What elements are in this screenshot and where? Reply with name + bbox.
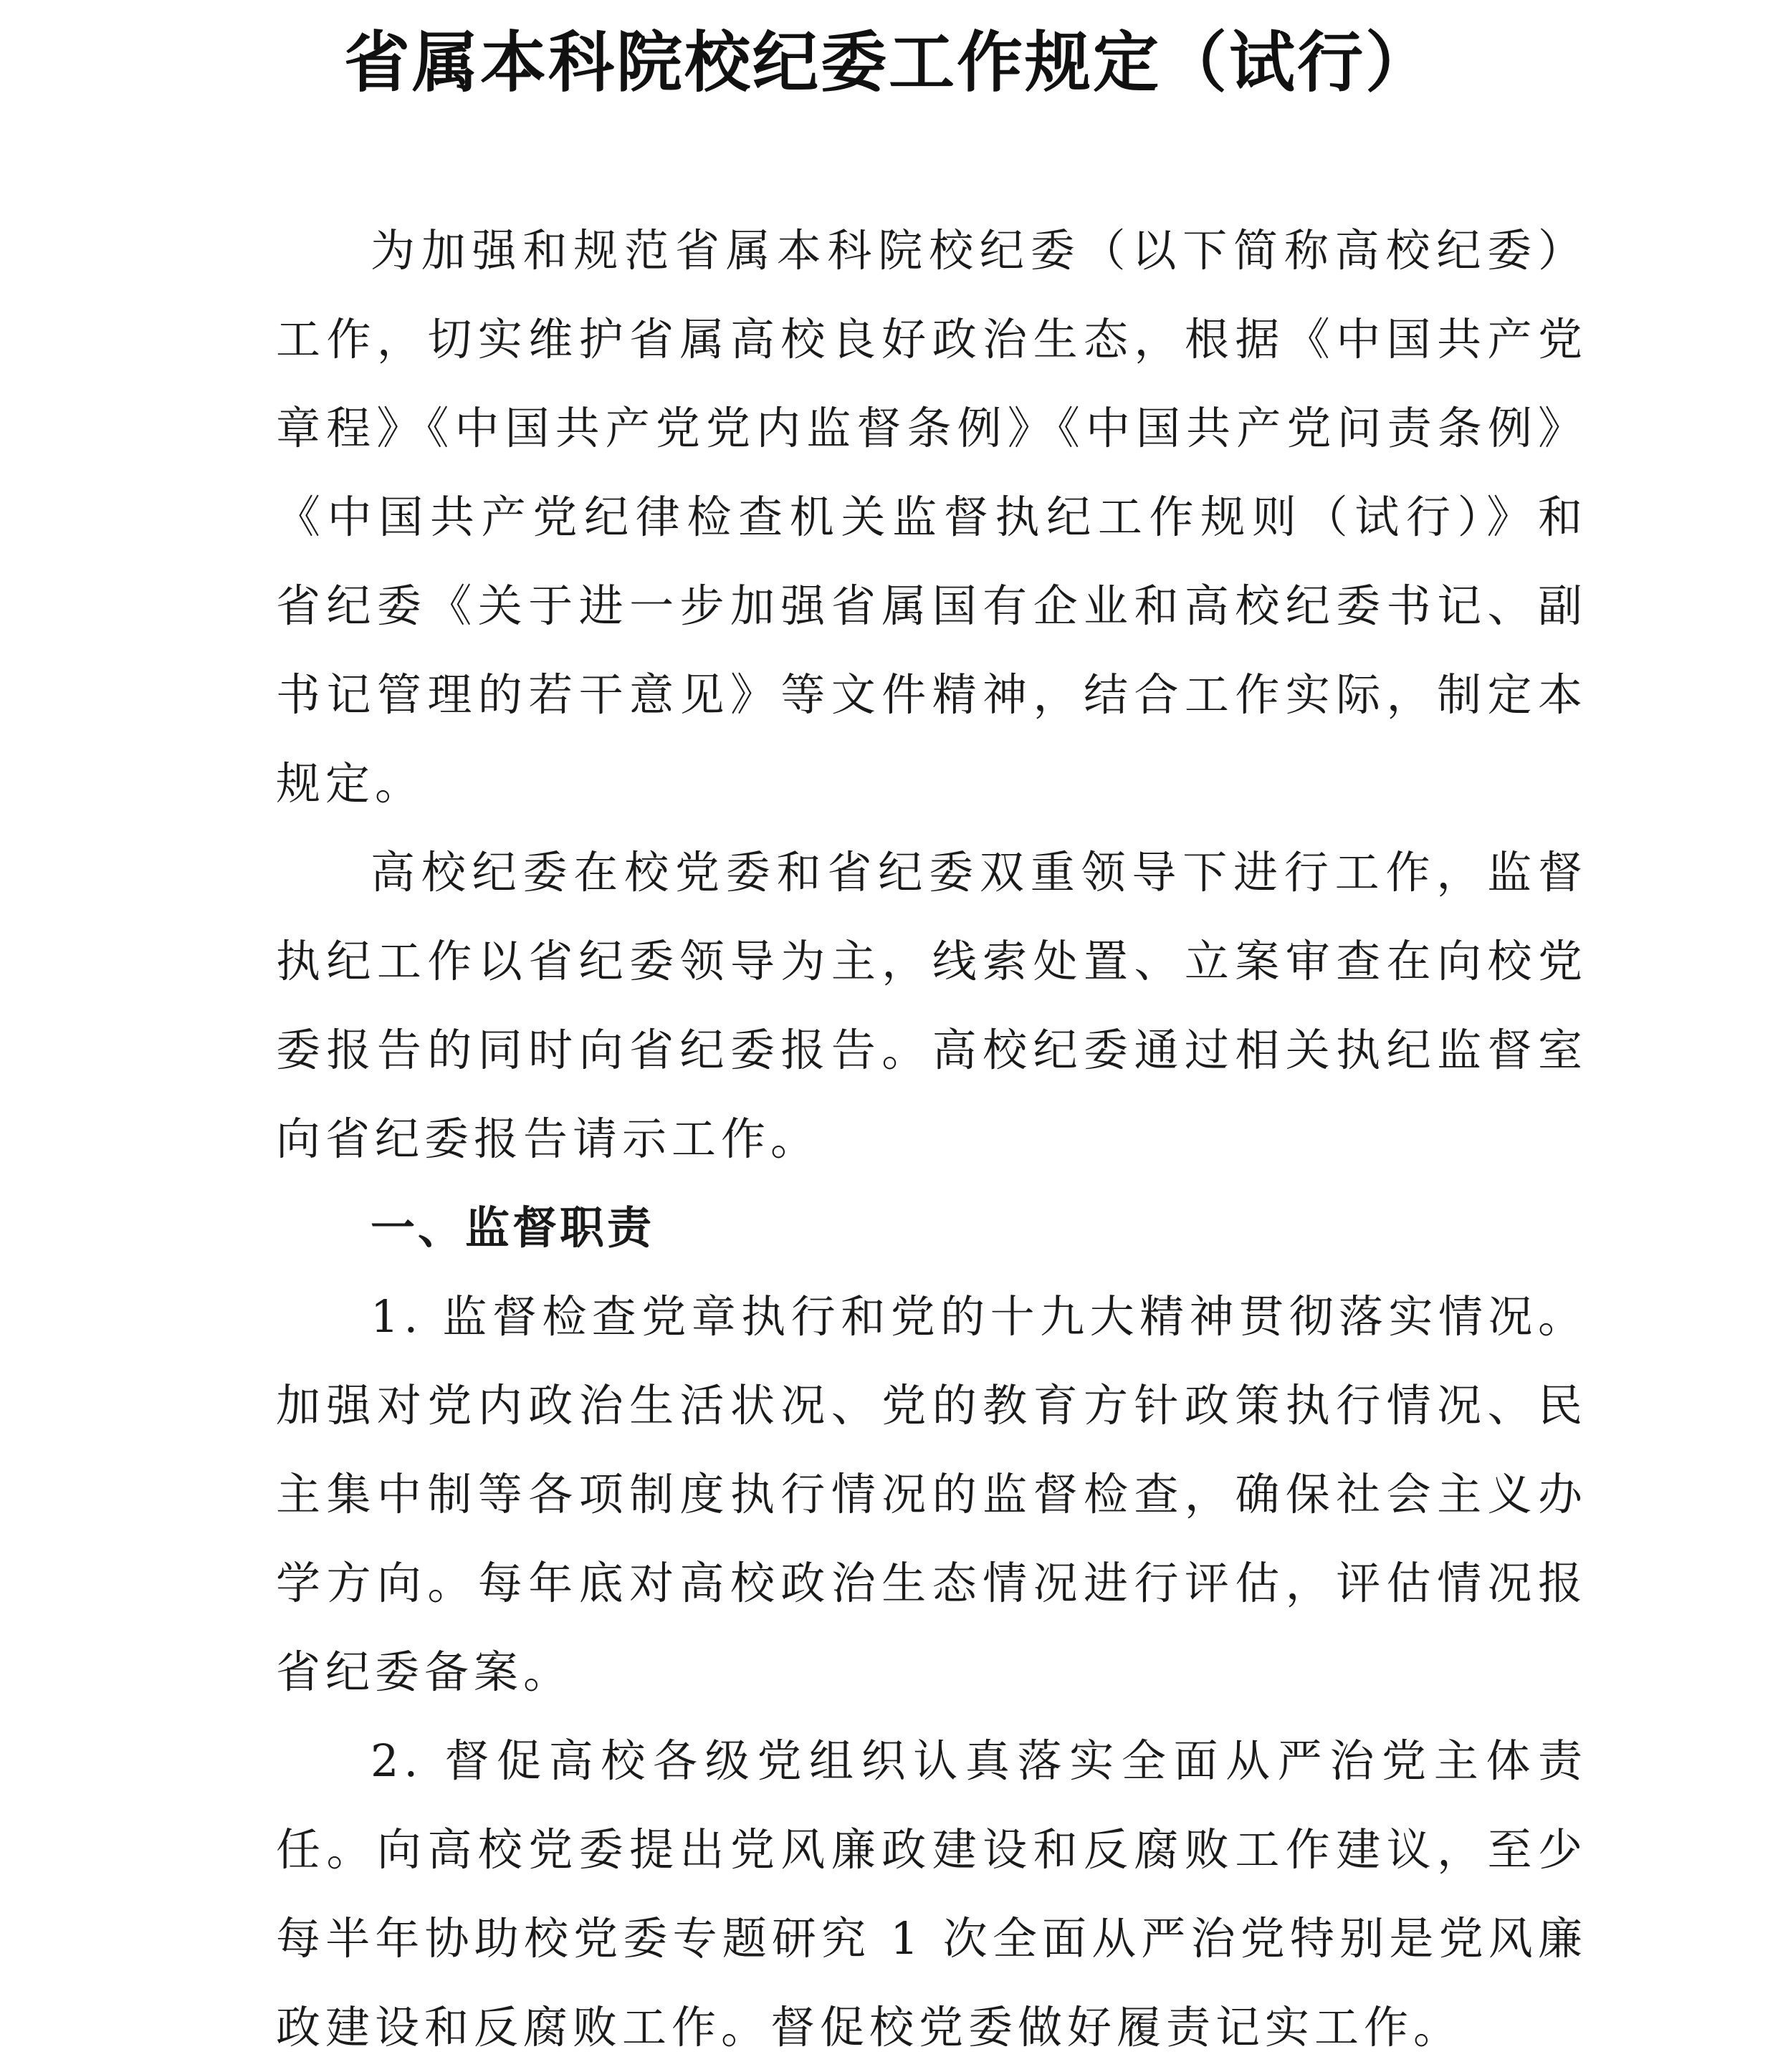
duty-item-2: 2. 督促高校各级党组织认真落实全面从严治党主体责任。向高校党委提出党风廉政建设和反腐败工作建议，至少每半年协助校党委专题研究 1 次全面从严治党特别是党风廉政建设和反腐败工作。督促校党委做好履责记实工作。 <box>276 1735 1587 2053</box>
document-body <box>276 206 1587 2072</box>
leadership-paragraph: 高校纪委在校党委和省纪委双重领导下进行工作，监督执纪工作以省纪委领导为主，线索处置、立案审查在向校党委报告的同时向省纪委报告。高校纪委通过相关执纪监督室向省纪委报告请示工作。 <box>276 846 1587 1165</box>
duty-item-1: 1. 监督检查党章执行和党的十九大精神贯彻落实情况。加强对党内政治生活状况、党的教育方针政策执行情况、民主集中制等各项制度执行情况的监督检查，确保社会主义办学方向。每年底对高校政治生态情况进行评估，评估情况报省纪委备案。 <box>276 1290 1587 1698</box>
section-heading-supervision: 一、监督职责 <box>371 1202 655 1254</box>
preamble-paragraph: 为加强和规范省属本科院校纪委（以下简称高校纪委）工作，切实维护省属高校良好政治生态，根据《中国共产党章程》《中国共产党党内监督条例》《中国共产党问责条例》《中国共产党纪律检查机关监督执纪工作规则（试行）》和省纪委《关于进一步加强省属国有企业和高校纪委书记、副书记管理的若干意见》等文件精神，结合工作实际，制定本规定。 <box>276 224 1587 810</box>
document-title: 省属本科院校纪委工作规定（试行） <box>343 24 1433 101</box>
